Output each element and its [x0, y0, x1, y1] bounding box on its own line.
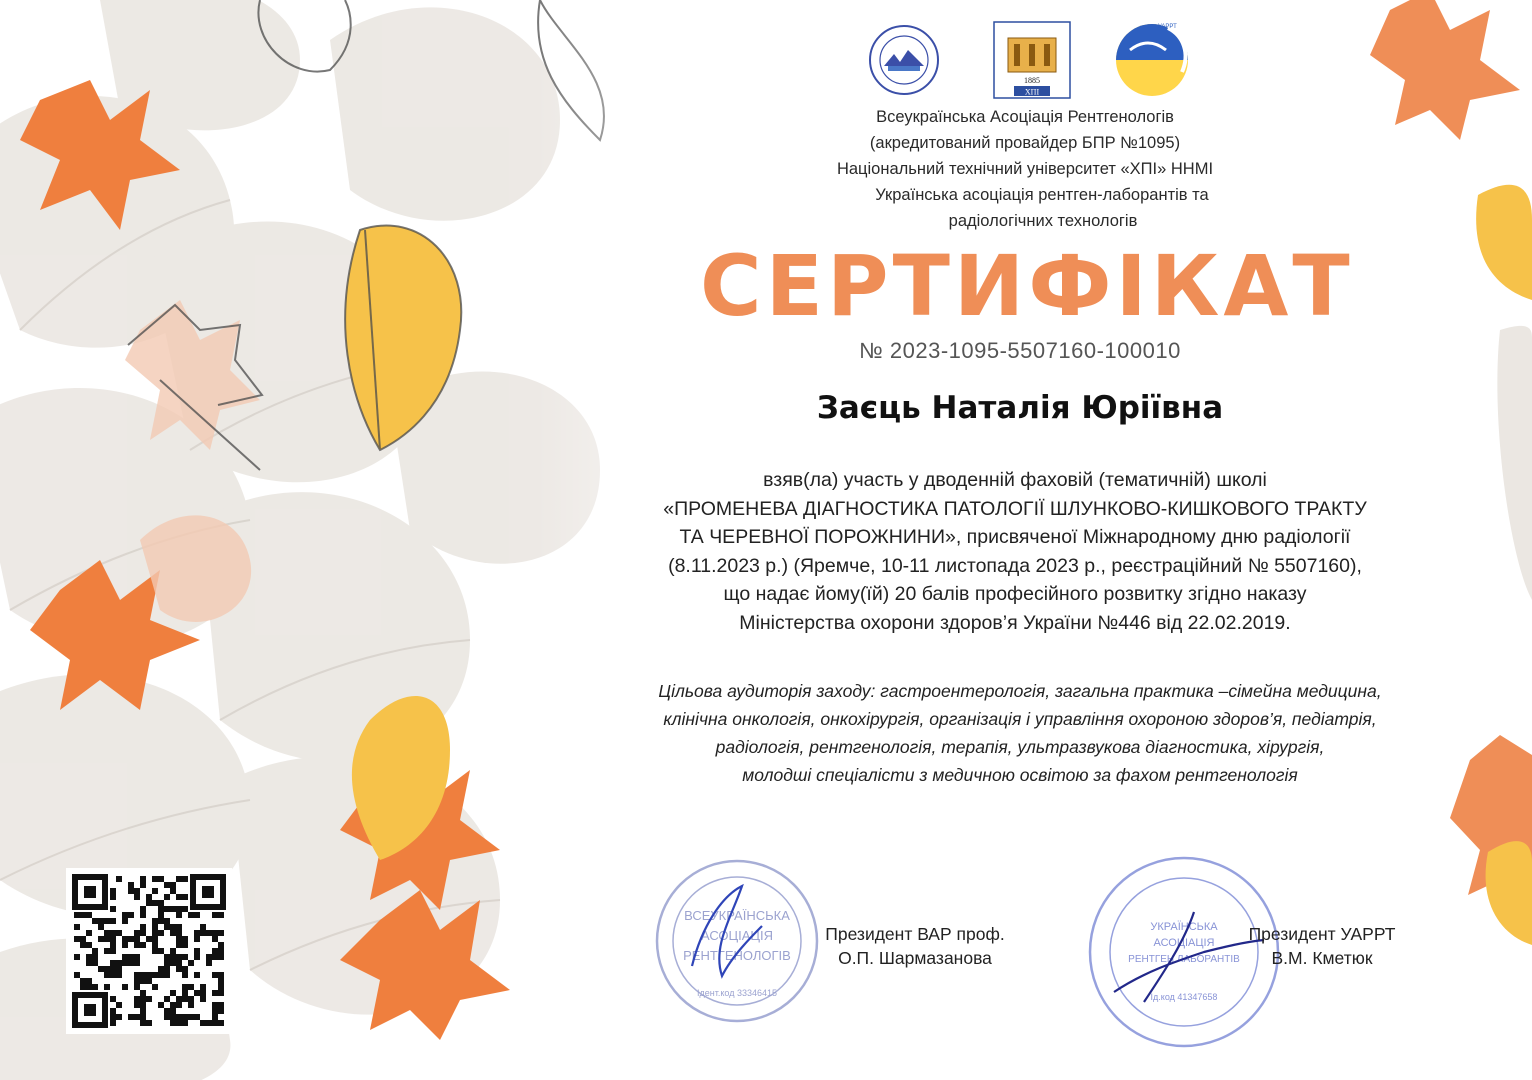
qr-module: [152, 930, 158, 936]
svg-text:Ід.код 41347658: Ід.код 41347658: [1150, 992, 1218, 1002]
qr-module: [218, 942, 224, 948]
qr-module: [218, 912, 224, 918]
qr-module: [128, 1014, 134, 1020]
qr-module: [188, 912, 194, 918]
qr-module: [206, 1020, 212, 1026]
qr-module: [152, 918, 158, 924]
right-signatory-role: Президент УАРРТ: [1248, 924, 1396, 944]
qr-module: [188, 1014, 194, 1020]
qr-module: [104, 936, 110, 942]
qr-module: [194, 954, 200, 960]
qr-module: [188, 996, 194, 1002]
qr-module: [146, 996, 152, 1002]
qr-module: [110, 1008, 116, 1014]
qr-module: [176, 960, 182, 966]
qr-module: [158, 966, 164, 972]
svg-text:РЕНТГЕН ЛАБОРАНТІВ: РЕНТГЕН ЛАБОРАНТІВ: [1128, 954, 1240, 965]
audience-line-3: радіологія, рентгенологія, терапія, ультразвукова діагностика, хірургія,: [715, 737, 1325, 757]
qr-module: [164, 918, 170, 924]
qr-module: [218, 1020, 224, 1026]
qr-module: [176, 996, 182, 1002]
qr-module: [110, 906, 116, 912]
qr-module: [92, 918, 98, 924]
qr-module: [74, 972, 80, 978]
qr-module: [110, 942, 116, 948]
qr-module: [134, 972, 140, 978]
qr-module: [152, 900, 158, 906]
qr-module: [158, 906, 164, 912]
body-line-2: «ПРОМЕНЕВА ДІАГНОСТИКА ПАТОЛОГІЇ ШЛУНКОВО-КИШКОВОГО ТРАКТУ: [663, 497, 1367, 520]
qr-module: [110, 918, 116, 924]
qr-module: [134, 960, 140, 966]
qr-module: [110, 936, 116, 942]
qr-module: [140, 906, 146, 912]
qr-module: [200, 984, 206, 990]
qr-module: [140, 978, 146, 984]
org-line-2: (акредитований провайдер БПР №1095): [869, 134, 1181, 152]
body-line-1: взяв(ла) участь у дводенній фаховій (тематичній) школі: [763, 469, 1267, 491]
qr-module: [74, 912, 80, 918]
qr-module: [146, 1020, 152, 1026]
svg-text:1885: 1885: [1024, 76, 1040, 85]
qr-module: [152, 984, 158, 990]
qr-module: [104, 966, 110, 972]
qr-module: [134, 954, 140, 960]
qr-module: [140, 990, 146, 996]
khpi-university-logo-icon: [994, 22, 1070, 98]
qr-module: [212, 954, 218, 960]
qr-module: [164, 924, 170, 930]
qr-module: [110, 1014, 116, 1020]
qr-module: [158, 876, 164, 882]
qr-module: [98, 924, 104, 930]
qr-module: [164, 906, 170, 912]
uarrt-logo-icon: [1116, 24, 1188, 96]
qr-module: [176, 1014, 182, 1020]
qr-module: [200, 996, 206, 1002]
partner-logos: [868, 20, 1198, 100]
qr-module: [176, 876, 182, 882]
qr-module: [182, 1020, 188, 1026]
qr-module: [116, 960, 122, 966]
qr-module: [170, 1002, 176, 1008]
qr-module: [140, 930, 146, 936]
qr-module: [140, 1008, 146, 1014]
qr-module: [164, 954, 170, 960]
qr-module: [164, 960, 170, 966]
qr-module: [194, 930, 200, 936]
org-line-4: Українська асоціація рентген-лаборантів та: [875, 186, 1209, 204]
qr-module: [218, 990, 224, 996]
svg-text:ХПІ: ХПІ: [1024, 87, 1040, 97]
qr-module: [128, 882, 134, 888]
qr-module: [80, 984, 86, 990]
qr-module: [104, 918, 110, 924]
qr-module: [176, 930, 182, 936]
org-line-3: Національний технічний університет «ХПІ» ННМІ: [836, 160, 1214, 178]
qr-module: [200, 1020, 206, 1026]
organizations-header: [790, 104, 1260, 234]
qr-module: [200, 930, 206, 936]
qr-module: [218, 1002, 224, 1008]
qr-module: [200, 990, 206, 996]
qr-module: [170, 990, 176, 996]
qr-module: [170, 924, 176, 930]
qr-module: [128, 912, 134, 918]
qr-module: [170, 888, 176, 894]
qr-module: [128, 936, 134, 942]
qr-module: [110, 966, 116, 972]
left-signatory-role: Президент ВАР проф.: [825, 924, 1005, 944]
qr-module: [110, 972, 116, 978]
qr-module: [152, 942, 158, 948]
qr-module: [140, 1002, 146, 1008]
qr-module: [212, 930, 218, 936]
qr-module: [182, 990, 188, 996]
recipient-name: Заєць Наталія Юріївна: [816, 390, 1224, 426]
qr-module: [170, 1020, 176, 1026]
qr-module: [140, 1014, 146, 1020]
qr-module: [218, 978, 224, 984]
qr-module: [122, 936, 128, 942]
qr-module: [164, 882, 170, 888]
left-signatory-name: О.П. Шармазанова: [838, 948, 992, 968]
qr-module: [170, 906, 176, 912]
qr-module: [170, 930, 176, 936]
qr-module: [218, 948, 224, 954]
qr-module: [206, 960, 212, 966]
body-line-3: ТА ЧЕРЕВНОЇ ПОРОЖНИНИ», присвяченої Міжнародному дню радіології: [679, 526, 1351, 548]
qr-module: [92, 948, 98, 954]
qr-module: [212, 1020, 218, 1026]
qr-module: [86, 954, 92, 960]
qr-module: [110, 960, 116, 966]
qr-module: [140, 912, 146, 918]
qr-module: [98, 966, 104, 972]
qr-module: [152, 888, 158, 894]
qr-module: [86, 942, 92, 948]
body-line-4: (8.11.2023 р.) (Яремче, 10-11 листопада 2023 р., реєстраційний № 5507160),: [668, 554, 1362, 577]
qr-module: [116, 1002, 122, 1008]
qr-module: [122, 954, 128, 960]
certificate-body: [570, 466, 1460, 637]
qr-module: [200, 924, 206, 930]
qr-module: [212, 948, 218, 954]
qr-module: [134, 1014, 140, 1020]
qr-module: [158, 918, 164, 924]
qr-module: [176, 1002, 182, 1008]
qr-module: [80, 978, 86, 984]
qr-module: [134, 984, 140, 990]
qr-module: [170, 1014, 176, 1020]
qr-module: [152, 924, 158, 930]
qr-module: [152, 972, 158, 978]
qr-module: [116, 876, 122, 882]
certificate-title: СЕРТИФІКАТ: [700, 237, 1354, 335]
qr-module: [212, 1002, 218, 1008]
qr-module: [218, 1008, 224, 1014]
qr-module: [128, 888, 134, 894]
qr-module: [80, 912, 86, 918]
certificate-number: № 2023-1095-5507160-100010: [859, 338, 1181, 363]
qr-module: [164, 1008, 170, 1014]
qr-module: [164, 894, 170, 900]
qr-module: [110, 996, 116, 1002]
qr-module: [146, 900, 152, 906]
qr-module: [176, 924, 182, 930]
qr-module: [122, 912, 128, 918]
qr-module: [218, 930, 224, 936]
body-line-6: Міністерства охорони здоров’я України №446 від 22.02.2019.: [739, 611, 1291, 634]
qr-module: [176, 894, 182, 900]
qr-module: [212, 990, 218, 996]
qr-module: [122, 984, 128, 990]
qr-module: [104, 930, 110, 936]
qr-module: [110, 888, 116, 894]
qr-module: [182, 942, 188, 948]
qr-module: [182, 876, 188, 882]
qr-module: [170, 960, 176, 966]
qr-module: [182, 996, 188, 1002]
qr-module: [164, 966, 170, 972]
qr-module: [92, 960, 98, 966]
qr-module: [164, 972, 170, 978]
qr-module: [146, 978, 152, 984]
qr-module: [146, 936, 152, 942]
qr-module: [188, 984, 194, 990]
qr-module: [80, 942, 86, 948]
svg-text:УКРАЇНСЬКА: УКРАЇНСЬКА: [1150, 921, 1218, 933]
left-signatory: [810, 922, 1020, 970]
qr-module: [176, 912, 182, 918]
qr-module: [158, 1002, 164, 1008]
qr-module: [194, 972, 200, 978]
qr-module: [104, 972, 110, 978]
qr-module: [170, 954, 176, 960]
qr-module: [134, 930, 140, 936]
audience-line-1: Цільова аудиторія заходу: гастроентерологія, загальна практика –сімейна медицина,: [658, 681, 1382, 701]
svg-text:УАРРТ: УАРРТ: [1158, 24, 1177, 30]
qr-module: [140, 882, 146, 888]
qr-module: [134, 942, 140, 948]
qr-module: [206, 930, 212, 936]
qr-module: [128, 954, 134, 960]
qr-module: [152, 948, 158, 954]
qr-module: [176, 1020, 182, 1026]
qr-module: [152, 936, 158, 942]
qr-module: [188, 1002, 194, 1008]
qr-module: [134, 894, 140, 900]
qr-module: [170, 1008, 176, 1014]
qr-module: [116, 930, 122, 936]
org-line-5: радіологічних технологів: [948, 212, 1138, 230]
qr-module: [122, 942, 128, 948]
qr-module: [194, 1014, 200, 1020]
qr-module: [92, 984, 98, 990]
qr-module: [182, 906, 188, 912]
var-president-stamp: [652, 856, 822, 1026]
qr-module: [176, 936, 182, 942]
qr-module: [158, 948, 164, 954]
audience-line-2: клінічна онкологія, онкохірургія, організація і управління охороною здоров’я, педіатрія,: [663, 709, 1377, 729]
qr-module: [176, 942, 182, 948]
qr-module: [158, 930, 164, 936]
qr-module: [152, 876, 158, 882]
qr-module: [170, 948, 176, 954]
qr-module: [110, 894, 116, 900]
var-association-logo-icon: [870, 26, 938, 94]
qr-module: [74, 954, 80, 960]
svg-text:АСОЦІАЦІЯ: АСОЦІАЦІЯ: [1153, 937, 1215, 949]
qr-module: [182, 972, 188, 978]
qr-module: [134, 1002, 140, 1008]
qr-module: [140, 996, 146, 1002]
qr-module: [80, 936, 86, 942]
qr-module: [116, 1014, 122, 1020]
qr-module: [218, 972, 224, 978]
qr-module: [74, 924, 80, 930]
qr-module: [212, 936, 218, 942]
qr-module: [128, 960, 134, 966]
qr-module: [176, 966, 182, 972]
qr-module: [218, 954, 224, 960]
qr-module: [146, 972, 152, 978]
qr-module: [182, 954, 188, 960]
qr-module: [194, 912, 200, 918]
qr-module: [182, 936, 188, 942]
svg-text:ВСЕУКРАЇНСЬКА: ВСЕУКРАЇНСЬКА: [684, 908, 790, 923]
qr-module: [134, 996, 140, 1002]
qr-module: [140, 924, 146, 930]
qr-module: [86, 912, 92, 918]
qr-module: [110, 1020, 116, 1026]
qr-module: [218, 984, 224, 990]
qr-module: [164, 1014, 170, 1020]
qr-module: [134, 888, 140, 894]
qr-module: [212, 972, 218, 978]
qr-module: [182, 894, 188, 900]
qr-module: [212, 1008, 218, 1014]
svg-text:Ідент.код 33346415: Ідент.код 33346415: [697, 988, 777, 998]
qr-module: [182, 984, 188, 990]
qr-module: [134, 936, 140, 942]
qr-module: [194, 948, 200, 954]
qr-module: [110, 948, 116, 954]
qr-module: [176, 954, 182, 960]
qr-module: [194, 936, 200, 942]
qr-module: [140, 942, 146, 948]
target-audience: [560, 677, 1480, 789]
qr-module: [182, 966, 188, 972]
right-signatory: [1232, 922, 1412, 970]
qr-module: [92, 954, 98, 960]
qr-module: [164, 996, 170, 1002]
qr-module: [194, 990, 200, 996]
qr-module: [122, 960, 128, 966]
qr-module: [74, 936, 80, 942]
qr-module: [104, 984, 110, 990]
qr-module: [188, 960, 194, 966]
qr-module: [98, 936, 104, 942]
right-signatory-name: В.М. Кметюк: [1271, 948, 1373, 968]
qr-module: [176, 906, 182, 912]
qr-module: [86, 960, 92, 966]
qr-module: [134, 978, 140, 984]
qr-module: [146, 894, 152, 900]
qr-module: [140, 972, 146, 978]
qr-module: [140, 1020, 146, 1026]
svg-text:РЕНТГЕНОЛОГІВ: РЕНТГЕНОЛОГІВ: [683, 948, 791, 963]
qr-module: [122, 918, 128, 924]
qr-module: [110, 930, 116, 936]
qr-module: [86, 978, 92, 984]
qr-module: [86, 930, 92, 936]
qr-module: [206, 954, 212, 960]
qr-module: [170, 882, 176, 888]
qr-module: [212, 1014, 218, 1020]
qr-module: [116, 972, 122, 978]
body-line-5: що надає йому(їй) 20 балів професійного розвитку згідно наказу: [723, 583, 1307, 605]
qr-module: [86, 984, 92, 990]
org-line-1: Всеукраїнська Асоціація Рентгенологів: [876, 108, 1174, 126]
qr-module: [182, 1014, 188, 1020]
qr-module: [158, 972, 164, 978]
qr-module: [212, 912, 218, 918]
qr-module: [116, 966, 122, 972]
qr-module: [158, 912, 164, 918]
svg-text:АСОЦІАЦІЯ: АСОЦІАЦІЯ: [700, 928, 774, 943]
audience-line-4: молодші спеціалісти з медичною освітою за фахом рентгенологія: [742, 765, 1298, 785]
qr-module: [158, 900, 164, 906]
qr-code-icon[interactable]: [66, 868, 232, 1034]
qr-module: [140, 876, 146, 882]
qr-module: [98, 918, 104, 924]
qr-module: [104, 948, 110, 954]
